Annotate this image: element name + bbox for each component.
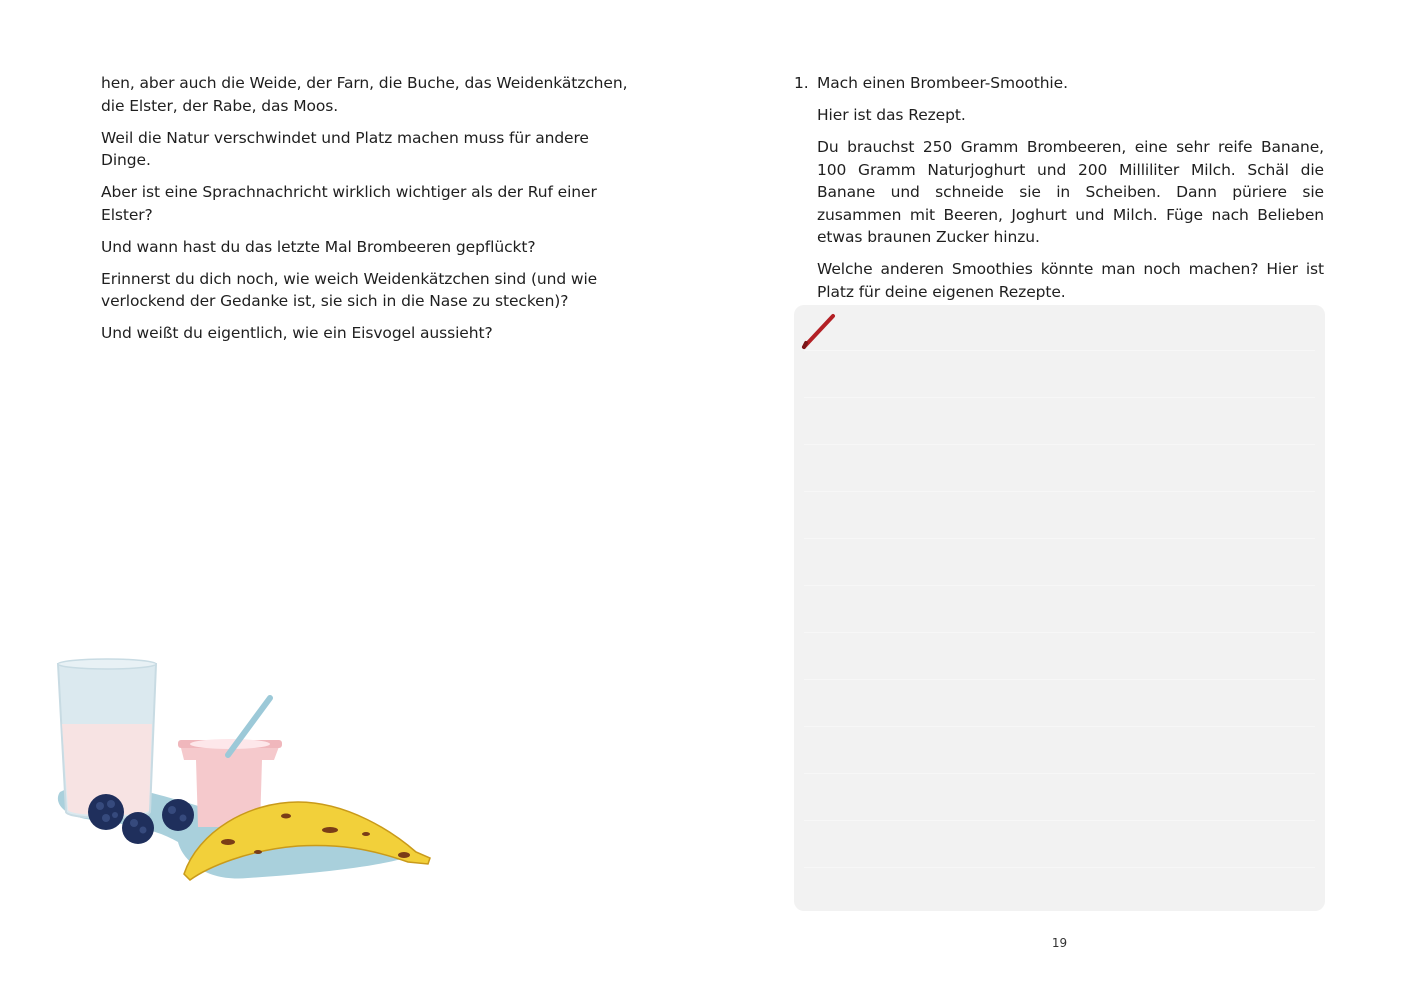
recipe-text: Du brauchst 250 Gramm Brombeeren, eine sehr reife Banane, 100 Gramm Naturjoghurt und 200 Milliliter Milch. Schäl die Banane und schneide sie in Scheiben. Dann püriere sie zusammen mit Beeren, Joghurt und Milch. Füge nach Belieben etwas braunen Zucker hinzu. xyxy=(817,138,1324,246)
note-line xyxy=(804,726,1315,727)
note-line xyxy=(804,491,1315,492)
note-line xyxy=(804,538,1315,539)
note-line xyxy=(804,820,1315,821)
paragraph: Und wann hast du das letzte Mal Brombeeren gepflückt? xyxy=(101,237,536,256)
left-text-block xyxy=(101,72,631,354)
right-page xyxy=(712,0,1425,1000)
recipe-list xyxy=(794,72,1324,313)
note-line xyxy=(804,585,1315,586)
pencil-icon xyxy=(800,311,838,351)
paragraph: Erinnerst du dich noch, wie weich Weidenkätzchen sind (und wie verlockend der Gedanke ist, sie sich in die Nase zu stecken)? xyxy=(101,269,598,310)
note-line xyxy=(804,350,1315,351)
notes-area[interactable] xyxy=(794,305,1325,911)
left-page xyxy=(0,0,712,1000)
paragraph: hen, aber auch die Weide, der Farn, die Buche, das Weidenkätzchen, die Elster, der Rabe, das Moos. xyxy=(101,74,628,115)
list-number: 1. xyxy=(794,74,809,92)
page-number: 19 xyxy=(1051,936,1068,950)
list-body xyxy=(817,72,1324,313)
paragraph: Aber ist eine Sprachnachricht wirklich wichtiger als der Ruf einer Elster? xyxy=(101,183,597,224)
smoothie-ingredients-illustration xyxy=(48,652,438,892)
prompt-text: Welche anderen Smoothies könnte man noch machen? Hier ist Platz für deine eigenen Rezepte. xyxy=(817,260,1324,301)
list-item xyxy=(794,72,1324,313)
paragraph: Weil die Natur verschwindet und Platz machen muss für andere Dinge. xyxy=(101,128,589,169)
item-intro: Hier ist das Rezept. xyxy=(817,106,966,124)
note-line xyxy=(804,632,1315,633)
note-line xyxy=(804,867,1315,868)
note-line xyxy=(804,444,1315,445)
item-title: Mach einen Brombeer-Smoothie. xyxy=(817,74,1068,92)
paragraph: Und weißt du eigentlich, wie ein Eisvogel aussieht? xyxy=(101,324,493,342)
note-line xyxy=(804,679,1315,680)
glass-rim xyxy=(58,659,156,669)
note-line xyxy=(804,397,1315,398)
note-line xyxy=(804,773,1315,774)
